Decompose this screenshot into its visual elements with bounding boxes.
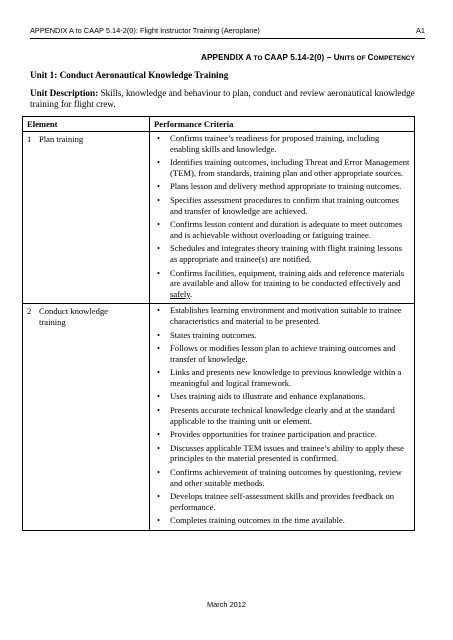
- list-item: • Plans lesson and delivery method appropriate to training outcomes.: [154, 181, 410, 192]
- list-item: • Schedules and integrates theory training with flight training lessons as appropriate and trainee(s) are notified.: [154, 243, 410, 264]
- unit-title: Unit 1: Conduct Aeronautical Knowledge Training: [30, 70, 229, 80]
- list-item: • Links and presents new knowledge to previous knowledge within a meaningful and logical framework.: [154, 367, 410, 388]
- unit-description-label: Unit Description:: [30, 88, 99, 98]
- element-number: 2: [27, 306, 32, 317]
- unit-description: [30, 88, 420, 110]
- column-header-element: Element: [23, 117, 150, 132]
- list-item: • Uses training aids to illustrate and enhance explanations.: [154, 391, 410, 402]
- appendix-title-main: APPENDIX A: [200, 53, 252, 62]
- header-title: APPENDIX A to CAAP 5.14-2(0): Flight Instructor Training (Aeroplane): [30, 26, 260, 35]
- table-header-row: [23, 117, 415, 132]
- list-item: • Confirms lesson content and duration is adequate to meet outcomes and is achievable without overloading or fatiguing trainee.: [154, 219, 410, 240]
- underlined-word: safely: [170, 288, 190, 299]
- list-item: • Completes training outcomes in the time available.: [154, 515, 410, 526]
- list-item: • Presents accurate technical knowledge clearly and at the standard applicable to the training unit or element.: [154, 405, 410, 426]
- list-item: • Discusses applicable TEM issues and trainee’s ability to apply these principles to the material presented is confirmed.: [154, 443, 410, 464]
- element-name: Conduct knowledge training: [39, 306, 108, 327]
- element-name: Plan training: [39, 134, 84, 144]
- list-item: • Provides opportunities for trainee participation and practice.: [154, 429, 410, 440]
- column-header-criteria: Performance Criteria: [150, 117, 415, 132]
- criteria-cell: [150, 132, 415, 304]
- appendix-title-ompetency: OMPETENCY: [373, 55, 415, 62]
- element-number: 1: [27, 134, 32, 144]
- element-cell: [23, 304, 150, 531]
- criteria-list: [154, 305, 410, 526]
- criteria-cell: [150, 304, 415, 531]
- unit-description-text: Skills, knowledge and behaviour to plan, conduct and review aeronautical knowledge training for flight crew.: [30, 88, 415, 109]
- page-header: [30, 24, 425, 39]
- criteria-list: [154, 133, 410, 299]
- appendix-title-u: U: [333, 53, 340, 62]
- appendix-title: [201, 53, 415, 62]
- list-item: • Identifies training outcomes, including Threat and Error Management (TEM), from standards, training plan and other appropriate sources.: [154, 157, 410, 178]
- competency-table: [22, 116, 415, 531]
- table-row: [23, 304, 415, 531]
- list-item: • Confirms trainee’s readiness for proposed training, including enabling skills and knowledge.: [154, 133, 410, 154]
- header-page-number: A1: [415, 26, 425, 35]
- table-row: [23, 132, 415, 304]
- list-item: • States training outcomes.: [154, 330, 410, 341]
- list-item: • Confirms facilities, equipment, training aids and reference materials are available and allow for training to be conducted effectively and safely.: [154, 268, 410, 300]
- list-item: • Establishes learning environment and motivation suitable to trainee characteristics and material to be presented.: [154, 305, 410, 326]
- page-footer: March 2012: [206, 600, 247, 609]
- appendix-title-caap: CAAP 5.14-2(0) –: [264, 53, 334, 62]
- appendix-title-nits: NITS OF: [339, 55, 368, 62]
- element-cell: [23, 132, 150, 304]
- appendix-title-to: TO: [251, 55, 265, 62]
- list-item: • Develops trainee self-assessment skills and provides feedback on performance.: [154, 491, 410, 512]
- list-item: • Confirms achievement of training outcomes by questioning, review and other suitable methods.: [154, 467, 410, 488]
- list-item: • Follows or modifies lesson plan to achieve training outcomes and transfer of knowledge.: [154, 343, 410, 364]
- list-item: • Specifies assessment procedures to confirm that training outcomes and transfer of knowledge are achieved.: [154, 195, 410, 216]
- list-item-text: Confirms facilities, equipment, training aids and reference materials are available and allow for training to be conducted effectively and: [170, 267, 405, 289]
- appendix-title-c: C: [367, 53, 374, 62]
